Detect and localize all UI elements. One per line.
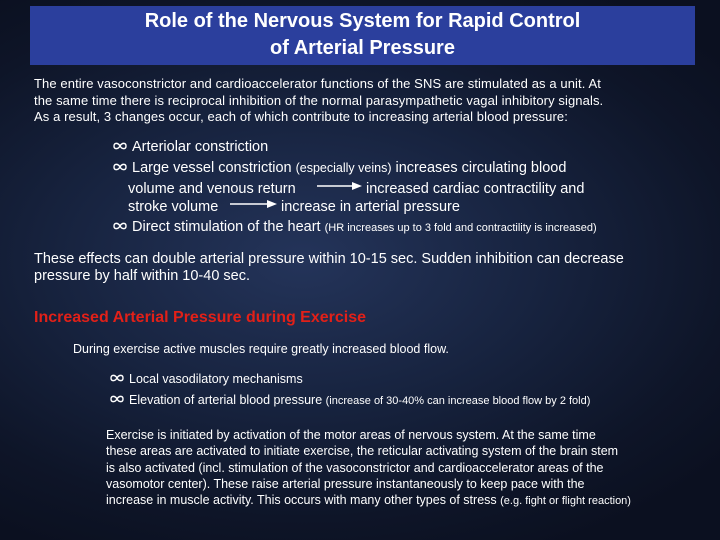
change-item-3	[113, 219, 597, 235]
exercise-para-line-2: these areas are activated to initiate exercise, the reticular activating system of the brain stem	[106, 444, 619, 458]
infinity-bullet-icon	[113, 162, 127, 172]
change-item-1	[113, 139, 268, 155]
exercise-heading: Increased Arterial Pressure during Exercise	[34, 309, 367, 326]
exercise-para-line-3: is also activated (incl. stimulation of the vasoconstrictor and cardioaccelerator areas of the	[106, 461, 604, 475]
intro-line-1: The entire vasoconstrictor and cardioaccelerator functions of the SNS are stimulated as a unit. At	[34, 76, 601, 91]
exercise-para-line-5-text: increase in muscle activity. This occurs with many other types of stress	[106, 493, 501, 507]
change-item-2-tail: increases circulating blood	[391, 160, 567, 176]
exercise-bullet-2-main: Elevation of arterial blood pressure	[129, 393, 326, 407]
exercise-para-line-5	[106, 493, 631, 507]
infinity-bullet-icon	[110, 373, 124, 383]
exercise-intro: During exercise active muscles require greatly increased blood flow.	[73, 342, 449, 356]
exercise-bullet-1	[110, 372, 303, 386]
change-item-2-main: Large vessel constriction	[132, 160, 296, 176]
exercise-bullet-2	[110, 393, 590, 407]
exercise-para-note: (e.g. fight or flight reaction)	[500, 495, 631, 507]
title-line-1: Role of the Nervous System for Rapid Control	[144, 10, 581, 32]
exercise-para-line-4: vasomotor center). These raise arterial pressure instantaneously to keep pace with the	[106, 477, 585, 491]
change-item-3-main: Direct stimulation of the heart	[132, 219, 325, 235]
effects-line-1: These effects can double arterial pressure within 10-15 sec. Sudden inhibition can decrease	[34, 251, 624, 267]
change-item-2-note: (especially veins)	[295, 161, 392, 175]
change-item-3-note: (HR increases up to 3 fold and contractility is increased)	[324, 222, 597, 234]
intro-line-3: As a result, 3 changes occur, each of which contribute to increasing arterial blood pressure:	[34, 109, 568, 124]
right-arrow-icon	[229, 199, 279, 213]
exercise-bullet-1-text: Local vasodilatory mechanisms	[129, 372, 303, 386]
infinity-bullet-icon	[110, 394, 124, 404]
exercise-para-line-1: Exercise is initiated by activation of the motor areas of nervous system. At the same time	[106, 428, 596, 442]
change-item-1-text: Arteriolar constriction	[132, 139, 269, 155]
exercise-bullet-2-note: (increase of 30-40% can increase blood flow by 2 fold)	[325, 395, 591, 407]
slide-title	[30, 8, 695, 62]
infinity-bullet-icon	[113, 221, 127, 231]
change-item-2	[113, 160, 566, 176]
change-item-2-line2a: volume and venous return	[128, 181, 296, 197]
intro-line-2: the same time there is reciprocal inhibition of the normal parasympathetic vagal inhibitory signals.	[34, 93, 604, 108]
right-arrow-icon	[316, 181, 364, 195]
change-item-2-line2b: increased cardiac contractility and	[366, 181, 585, 197]
effects-line-2: pressure by half within 10-40 sec.	[34, 268, 250, 284]
title-line-2: of Arterial Pressure	[270, 37, 455, 59]
change-item-2-line3b: increase in arterial pressure	[281, 199, 460, 215]
infinity-bullet-icon	[113, 141, 127, 151]
change-item-2-line3a: stroke volume	[128, 199, 219, 215]
